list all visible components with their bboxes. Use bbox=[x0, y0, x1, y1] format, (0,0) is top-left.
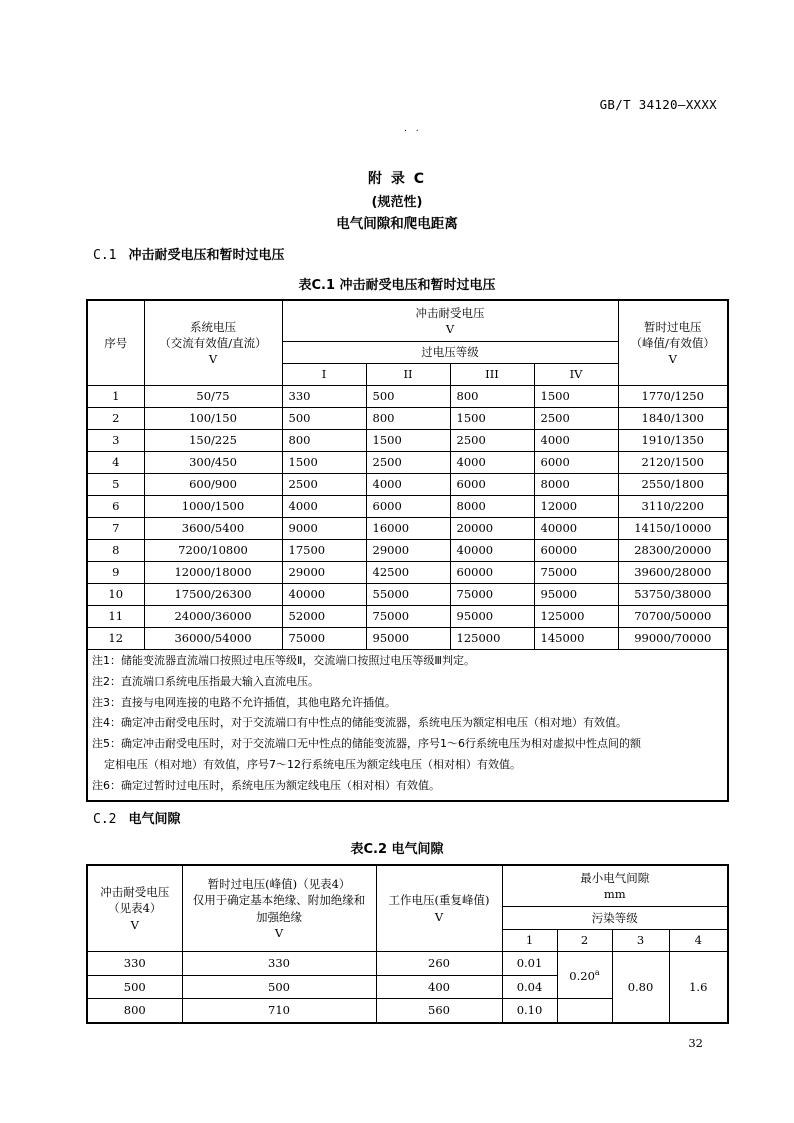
table-cell: 1500 bbox=[282, 452, 366, 474]
table-cell: 4 bbox=[87, 452, 144, 474]
header-text: 最小电气间隙 bbox=[580, 871, 650, 886]
table-cell: 60000 bbox=[450, 562, 534, 584]
table-cell: 50/75 bbox=[144, 386, 282, 408]
table-cell: 400 bbox=[376, 975, 502, 999]
header-poll-3: 3 bbox=[612, 929, 669, 951]
poll2-value bbox=[557, 952, 612, 999]
table-cell: 0.04 bbox=[502, 975, 557, 999]
table-cell: 2500 bbox=[534, 408, 618, 430]
table-cell: 9000 bbox=[282, 518, 366, 540]
appendix-title: 电气间隙和爬电距离 bbox=[336, 216, 458, 232]
header-ovc: 过电压等级 bbox=[282, 342, 618, 364]
header-text: 加强绝缘 bbox=[256, 909, 302, 924]
table-cell: 7200/10800 bbox=[144, 540, 282, 562]
header-text: 系统电压 bbox=[190, 319, 236, 334]
table-cell: 4000 bbox=[366, 474, 450, 496]
header-unit: V bbox=[668, 352, 677, 367]
table-cell: 1770/1250 bbox=[618, 386, 728, 408]
table-cell: 4000 bbox=[282, 496, 366, 518]
table-row bbox=[87, 496, 728, 518]
table-cell: 12000 bbox=[534, 496, 618, 518]
table-cell: 800 bbox=[450, 386, 534, 408]
table-cell: 10 bbox=[87, 584, 144, 606]
table-cell: 500 bbox=[87, 975, 182, 999]
table-row bbox=[87, 518, 728, 540]
table-cell: 2500 bbox=[282, 474, 366, 496]
table-cell: 2 bbox=[87, 408, 144, 430]
table-cell: 8 bbox=[87, 540, 144, 562]
header-unit: V bbox=[434, 909, 444, 924]
header-poll-4: 4 bbox=[669, 929, 728, 951]
table-cell: 4000 bbox=[534, 430, 618, 452]
header-system-voltage bbox=[144, 300, 282, 386]
table-row bbox=[87, 562, 728, 584]
table-cell: 800 bbox=[282, 430, 366, 452]
header-poll-2: 2 bbox=[557, 929, 612, 951]
table-row bbox=[87, 430, 728, 452]
table-cell: 560 bbox=[376, 999, 502, 1023]
header-min-clearance bbox=[502, 865, 728, 907]
table-cell: 39600/28000 bbox=[618, 562, 728, 584]
header-text: 冲击耐受电压 bbox=[415, 305, 485, 320]
header-text: 工作电压(重复峰值) bbox=[388, 893, 490, 908]
table-cell: 600/900 bbox=[144, 474, 282, 496]
table-row bbox=[87, 408, 728, 430]
section-number: C.1 bbox=[93, 248, 117, 263]
table-cell: 95000 bbox=[534, 584, 618, 606]
table-cell: 1910/1350 bbox=[618, 430, 728, 452]
table-cell: 800 bbox=[87, 999, 182, 1023]
table-cell: 5 bbox=[87, 474, 144, 496]
appendix-label: 附 录 C bbox=[367, 171, 427, 187]
section-c2-heading bbox=[93, 808, 181, 827]
header-ovc-2: II bbox=[366, 364, 450, 386]
table-cell: 1 bbox=[87, 386, 144, 408]
table-cell: 11 bbox=[87, 606, 144, 628]
header-dots: . . bbox=[404, 124, 422, 134]
table-c1-caption: 表C.1 冲击耐受电压和暂时过电压 bbox=[298, 278, 496, 293]
table-cell: 1840/1300 bbox=[618, 408, 728, 430]
footnote-marker: a bbox=[594, 967, 600, 977]
table-cell: 75000 bbox=[534, 562, 618, 584]
header-unit: V bbox=[445, 322, 455, 336]
header-temp-overvoltage bbox=[182, 865, 376, 952]
table-cell: 95000 bbox=[450, 606, 534, 628]
table-cell: 40000 bbox=[450, 540, 534, 562]
header-pollution-degree: 污染等级 bbox=[502, 907, 728, 929]
header-text: 暂时过电压(峰值)（见表4） bbox=[207, 877, 351, 892]
table-cell: 3110/2200 bbox=[618, 496, 728, 518]
table-cell: 75000 bbox=[450, 584, 534, 606]
table-note: 注1：储能变流器直流端口按照过电压等级Ⅱ，交流端口按照过电压等级Ⅲ判定。 bbox=[92, 654, 475, 667]
table-cell: 710 bbox=[182, 999, 376, 1023]
table-cell: 28300/20000 bbox=[618, 540, 728, 562]
table-cell: 330 bbox=[87, 952, 182, 976]
header-text: 暂时过电压 bbox=[644, 319, 702, 334]
standard-number: GB/T 34120—XXXX bbox=[599, 97, 717, 112]
poll2-number: 0.20 bbox=[569, 968, 595, 983]
table-cell: 36000/54000 bbox=[144, 628, 282, 650]
table-row bbox=[87, 474, 728, 496]
header-unit: V bbox=[208, 352, 218, 367]
table-cell: 260 bbox=[376, 952, 502, 976]
table-cell: 16000 bbox=[366, 518, 450, 540]
table-row bbox=[87, 386, 728, 408]
table-row bbox=[87, 606, 728, 628]
table-cell-empty bbox=[557, 999, 612, 1023]
table-c2 bbox=[86, 864, 729, 1024]
table-cell: 3 bbox=[87, 430, 144, 452]
table-cell: 95000 bbox=[366, 628, 450, 650]
header-sub: （见表4） bbox=[108, 901, 162, 916]
table-cell: 1500 bbox=[534, 386, 618, 408]
table-note: 注5：确定冲击耐受电压时，对于交流端口无中性点的储能变流器，序号1～6行系统电压为相对虚拟中性点间的额 bbox=[92, 737, 641, 751]
table-cell: 70700/50000 bbox=[618, 606, 728, 628]
table-cell: 3600/5400 bbox=[144, 518, 282, 540]
table-cell: 4000 bbox=[450, 452, 534, 474]
section-title: 冲击耐受电压和暂时过电压 bbox=[128, 248, 285, 263]
table-cell: 24000/36000 bbox=[144, 606, 282, 628]
table-cell: 12 bbox=[87, 628, 144, 650]
table-cell: 6000 bbox=[366, 496, 450, 518]
table-cell: 6000 bbox=[534, 452, 618, 474]
table-cell: 0.01 bbox=[502, 952, 557, 976]
table-note: 注6：确定过暂时过电压时，系统电压为额定线电压（相对相）有效值。 bbox=[92, 778, 440, 792]
poll3-value: 0.80 bbox=[612, 952, 669, 1023]
table-cell: 500 bbox=[282, 408, 366, 430]
table-cell: 1500 bbox=[366, 430, 450, 452]
table-cell: 150/225 bbox=[144, 430, 282, 452]
header-unit: mm bbox=[603, 887, 626, 902]
table-cell: 8000 bbox=[450, 496, 534, 518]
table-cell: 330 bbox=[282, 386, 366, 408]
table-cell: 7 bbox=[87, 518, 144, 540]
table-cell: 8000 bbox=[534, 474, 618, 496]
table-c1 bbox=[86, 299, 729, 802]
table-cell: 6000 bbox=[450, 474, 534, 496]
table-cell: 500 bbox=[366, 386, 450, 408]
table-cell: 1500 bbox=[450, 408, 534, 430]
table-c2-caption: 表C.2 电气间隙 bbox=[350, 842, 444, 857]
table-cell: 53750/38000 bbox=[618, 584, 728, 606]
table-notes bbox=[87, 650, 728, 801]
table-cell: 75000 bbox=[282, 628, 366, 650]
table-row bbox=[87, 628, 728, 650]
table-cell: 9 bbox=[87, 562, 144, 584]
table-note: 注3：直接与电网连接的电路不允许插值，其他电路允许插值。 bbox=[92, 695, 396, 709]
table-cell: 12000/18000 bbox=[144, 562, 282, 584]
table-cell: 40000 bbox=[282, 584, 366, 606]
header-sub: （峰值/有效值） bbox=[630, 335, 715, 350]
table-cell: 40000 bbox=[534, 518, 618, 540]
table-cell: 17500 bbox=[282, 540, 366, 562]
table-cell: 125000 bbox=[534, 606, 618, 628]
section-number: C.2 bbox=[93, 812, 117, 827]
table-cell: 2550/1800 bbox=[618, 474, 728, 496]
header-poll-1: 1 bbox=[502, 929, 557, 951]
header-impulse-voltage bbox=[87, 865, 182, 952]
table-cell: 300/450 bbox=[144, 452, 282, 474]
table-cell: 2500 bbox=[450, 430, 534, 452]
table-note: 注2：直流端口系统电压指最大输入直流电压。 bbox=[92, 674, 319, 688]
header-text: 冲击耐受电压 bbox=[100, 885, 170, 900]
header-working-voltage bbox=[376, 865, 502, 952]
header-impulse-voltage bbox=[282, 300, 618, 342]
table-cell: 99000/70000 bbox=[618, 628, 728, 650]
table-cell: 17500/26300 bbox=[144, 584, 282, 606]
section-title: 电气间隙 bbox=[128, 812, 181, 827]
poll4-value: 1.6 bbox=[669, 952, 728, 1023]
header-ovc-3: III bbox=[450, 364, 534, 386]
table-cell: 29000 bbox=[282, 562, 366, 584]
table-cell: 125000 bbox=[450, 628, 534, 650]
table-cell: 52000 bbox=[282, 606, 366, 628]
table-cell: 100/150 bbox=[144, 408, 282, 430]
table-cell: 800 bbox=[366, 408, 450, 430]
table-cell: 75000 bbox=[366, 606, 450, 628]
header-sub: （交流有效值/直流） bbox=[159, 335, 267, 350]
table-row bbox=[87, 584, 728, 606]
table-cell: 20000 bbox=[450, 518, 534, 540]
table-cell: 500 bbox=[182, 975, 376, 999]
appendix-normative: (规范性) bbox=[371, 195, 423, 210]
table-note: 定相电压（相对地）有效值，序号7～12行系统电压为额定线电压（相对相）有效值。 bbox=[104, 757, 521, 771]
table-cell: 0.10 bbox=[502, 999, 557, 1023]
table-note: 注4：确定冲击耐受电压时，对于交流端口有中性点的储能变流器，系统电压为额定相电压（相对地）有效值。 bbox=[92, 716, 627, 730]
page-number: 32 bbox=[688, 1036, 703, 1050]
header-seq: 序号 bbox=[87, 300, 144, 386]
header-unit: V bbox=[274, 925, 284, 940]
header-temp-overvoltage bbox=[618, 300, 728, 386]
table-cell: 2500 bbox=[366, 452, 450, 474]
table-row bbox=[87, 540, 728, 562]
table-cell: 145000 bbox=[534, 628, 618, 650]
table-cell: 60000 bbox=[534, 540, 618, 562]
header-unit: V bbox=[130, 917, 139, 932]
table-cell: 330 bbox=[182, 952, 376, 976]
table-cell: 1000/1500 bbox=[144, 496, 282, 518]
header-ovc-1: I bbox=[282, 364, 366, 386]
header-ovc-4: IV bbox=[534, 364, 618, 386]
table-cell: 42500 bbox=[366, 562, 450, 584]
section-c1-heading bbox=[93, 244, 285, 263]
table-row bbox=[87, 452, 728, 474]
table-cell: 6 bbox=[87, 496, 144, 518]
table-cell: 2120/1500 bbox=[618, 452, 728, 474]
table-cell: 14150/10000 bbox=[618, 518, 728, 540]
table-cell: 29000 bbox=[366, 540, 450, 562]
table-cell: 55000 bbox=[366, 584, 450, 606]
header-text: 仅用于确定基本绝缘、附加绝缘和 bbox=[192, 893, 366, 908]
